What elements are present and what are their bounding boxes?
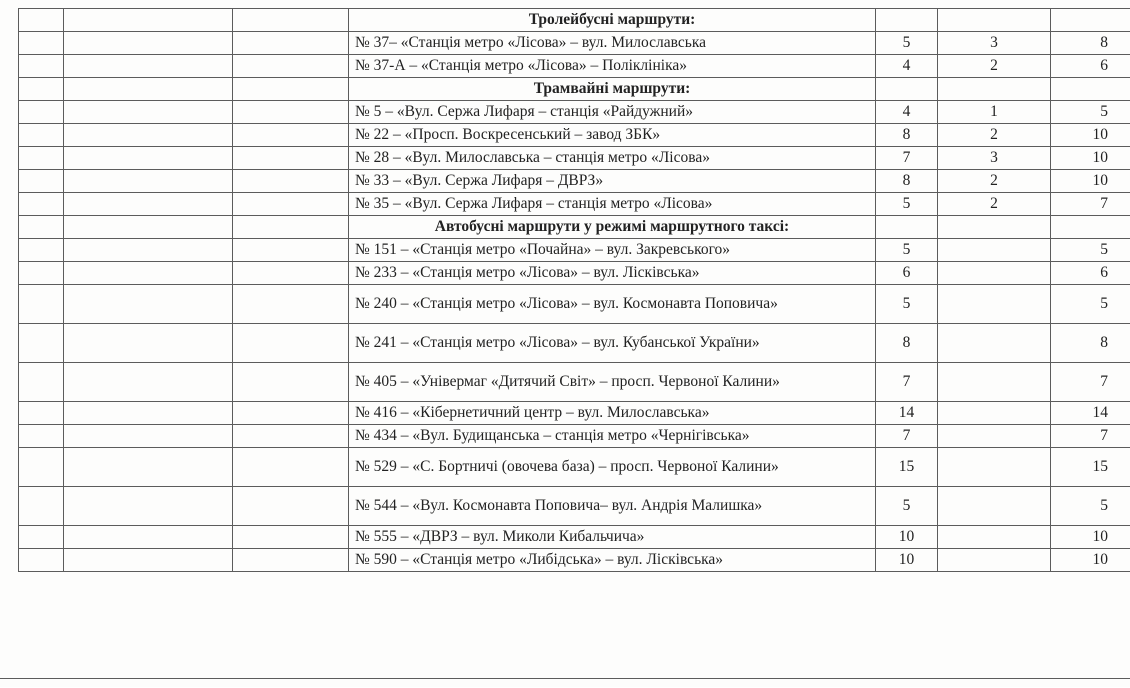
section-title: Тролейбусні маршрути: xyxy=(349,9,876,32)
empty-cell-1 xyxy=(19,124,64,147)
empty-cell-1 xyxy=(19,55,64,78)
empty-cell-1 xyxy=(19,78,64,101)
route-name-cell: № 434 – «Вул. Будищанська – станція метро «Чернігівська» xyxy=(349,425,876,448)
empty-cell-3 xyxy=(233,78,349,101)
empty-cell-2 xyxy=(64,487,233,526)
empty-cell-2 xyxy=(64,147,233,170)
empty-cell-2 xyxy=(64,363,233,402)
empty-cell-1 xyxy=(19,193,64,216)
route-row xyxy=(19,425,1130,448)
route-row xyxy=(19,55,1130,78)
total-cell: 8 xyxy=(1051,32,1130,55)
empty-cell-2 xyxy=(64,402,233,425)
empty-cell-2 xyxy=(64,448,233,487)
count-b-cell: 2 xyxy=(938,124,1051,147)
empty-cell-2 xyxy=(64,193,233,216)
route-row xyxy=(19,262,1130,285)
count-a-cell: 14 xyxy=(876,402,938,425)
count-b-cell xyxy=(938,402,1051,425)
count-b-cell xyxy=(938,363,1051,402)
empty-cell-3 xyxy=(233,170,349,193)
route-row xyxy=(19,363,1130,402)
empty-cell-3 xyxy=(233,124,349,147)
total-cell: 10 xyxy=(1051,549,1130,572)
empty-cell-3 xyxy=(233,285,349,324)
total-cell: 6 xyxy=(1051,262,1130,285)
empty-cell-1 xyxy=(19,324,64,363)
route-name-cell: № 590 – «Станція метро «Либідська» – вул. Лісківська» xyxy=(349,549,876,572)
empty-cell-1 xyxy=(19,549,64,572)
total-cell: 8 xyxy=(1051,324,1130,363)
count-a-cell: 7 xyxy=(876,363,938,402)
total-cell: 5 xyxy=(1051,487,1130,526)
count-a-cell: 5 xyxy=(876,487,938,526)
route-row xyxy=(19,487,1130,526)
route-row xyxy=(19,32,1130,55)
count-a-cell: 15 xyxy=(876,448,938,487)
route-row xyxy=(19,285,1130,324)
route-row xyxy=(19,193,1130,216)
empty-cell-2 xyxy=(64,425,233,448)
total-cell: 7 xyxy=(1051,425,1130,448)
count-b-cell xyxy=(938,448,1051,487)
count-b-cell xyxy=(938,549,1051,572)
route-name-cell: № 35 – «Вул. Сержа Лифаря – станція метро «Лісова» xyxy=(349,193,876,216)
empty-cell-3 xyxy=(233,526,349,549)
section-header-row xyxy=(19,216,1130,239)
empty-cell-1 xyxy=(19,216,64,239)
section-title: Трамвайні маршрути: xyxy=(349,78,876,101)
route-row xyxy=(19,124,1130,147)
empty-cell-2 xyxy=(64,32,233,55)
count-b-cell: 2 xyxy=(938,55,1051,78)
section-header-row xyxy=(19,78,1130,101)
empty-cell-1 xyxy=(19,285,64,324)
empty-cell-3 xyxy=(233,193,349,216)
total-cell: 7 xyxy=(1051,193,1130,216)
route-row xyxy=(19,101,1130,124)
route-name-cell: № 405 – «Універмаг «Дитячий Світ» – просп. Червоної Калини» xyxy=(349,363,876,402)
empty-cell-2 xyxy=(64,101,233,124)
count-b-cell xyxy=(938,324,1051,363)
total-cell: 14 xyxy=(1051,402,1130,425)
count-a-cell: 4 xyxy=(876,55,938,78)
route-name-cell: № 241 – «Станція метро «Лісова» – вул. Кубанської України» xyxy=(349,324,876,363)
empty-cell-2 xyxy=(64,170,233,193)
total-cell: 7 xyxy=(1051,363,1130,402)
empty-cell-2 xyxy=(64,285,233,324)
total-cell xyxy=(1051,9,1130,32)
total-cell: 5 xyxy=(1051,285,1130,324)
total-cell: 6 xyxy=(1051,55,1130,78)
count-b-cell: 2 xyxy=(938,193,1051,216)
empty-cell-3 xyxy=(233,425,349,448)
empty-cell-2 xyxy=(64,9,233,32)
count-b-cell xyxy=(938,487,1051,526)
empty-cell-2 xyxy=(64,324,233,363)
count-a-cell: 5 xyxy=(876,285,938,324)
count-b-cell: 3 xyxy=(938,32,1051,55)
count-b-cell xyxy=(938,239,1051,262)
count-b-cell: 3 xyxy=(938,147,1051,170)
empty-cell-1 xyxy=(19,402,64,425)
total-cell xyxy=(1051,216,1130,239)
empty-cell-3 xyxy=(233,101,349,124)
route-row xyxy=(19,239,1130,262)
route-name-cell: № 544 – «Вул. Космонавта Поповича– вул. Андрія Малишка» xyxy=(349,487,876,526)
section-header-row xyxy=(19,9,1130,32)
empty-cell-2 xyxy=(64,216,233,239)
count-a-cell: 8 xyxy=(876,170,938,193)
route-row xyxy=(19,324,1130,363)
count-a-cell xyxy=(876,216,938,239)
empty-cell-1 xyxy=(19,262,64,285)
count-a-cell xyxy=(876,9,938,32)
count-a-cell: 5 xyxy=(876,239,938,262)
count-b-cell xyxy=(938,285,1051,324)
route-row xyxy=(19,402,1130,425)
empty-cell-3 xyxy=(233,239,349,262)
route-name-cell: № 28 – «Вул. Милославська – станція метро «Лісова» xyxy=(349,147,876,170)
count-a-cell: 10 xyxy=(876,549,938,572)
count-a-cell: 5 xyxy=(876,32,938,55)
empty-cell-1 xyxy=(19,526,64,549)
routes-table-body xyxy=(19,9,1130,572)
count-b-cell xyxy=(938,78,1051,101)
route-name-cell: № 233 – «Станція метро «Лісова» – вул. Лісківська» xyxy=(349,262,876,285)
empty-cell-2 xyxy=(64,78,233,101)
empty-cell-3 xyxy=(233,32,349,55)
empty-cell-1 xyxy=(19,363,64,402)
routes-table xyxy=(18,8,1130,572)
route-name-cell: № 5 – «Вул. Сержа Лифаря – станція «Райдужний» xyxy=(349,101,876,124)
route-row xyxy=(19,147,1130,170)
empty-cell-1 xyxy=(19,448,64,487)
count-a-cell: 4 xyxy=(876,101,938,124)
route-name-cell: № 529 – «С. Бортничі (овочева база) – просп. Червоної Калини» xyxy=(349,448,876,487)
route-name-cell: № 33 – «Вул. Сержа Лифаря – ДВРЗ» xyxy=(349,170,876,193)
empty-cell-3 xyxy=(233,402,349,425)
empty-cell-1 xyxy=(19,9,64,32)
empty-cell-1 xyxy=(19,170,64,193)
empty-cell-3 xyxy=(233,262,349,285)
route-name-cell: № 240 – «Станція метро «Лісова» – вул. Космонавта Поповича» xyxy=(349,285,876,324)
count-b-cell xyxy=(938,216,1051,239)
count-a-cell: 7 xyxy=(876,425,938,448)
total-cell xyxy=(1051,78,1130,101)
count-b-cell xyxy=(938,262,1051,285)
route-name-cell: № 555 – «ДВРЗ – вул. Миколи Кибальчича» xyxy=(349,526,876,549)
count-b-cell xyxy=(938,9,1051,32)
empty-cell-2 xyxy=(64,55,233,78)
total-cell: 10 xyxy=(1051,526,1130,549)
empty-cell-1 xyxy=(19,147,64,170)
count-a-cell: 5 xyxy=(876,193,938,216)
count-b-cell: 1 xyxy=(938,101,1051,124)
count-a-cell: 6 xyxy=(876,262,938,285)
route-name-cell: № 22 – «Просп. Воскресенський – завод ЗБК» xyxy=(349,124,876,147)
empty-cell-1 xyxy=(19,487,64,526)
count-b-cell xyxy=(938,425,1051,448)
route-row xyxy=(19,170,1130,193)
route-name-cell: № 37-А – «Станція метро «Лісова» – Поліклініка» xyxy=(349,55,876,78)
empty-cell-1 xyxy=(19,239,64,262)
total-cell: 10 xyxy=(1051,147,1130,170)
count-b-cell xyxy=(938,526,1051,549)
empty-cell-2 xyxy=(64,262,233,285)
total-cell: 5 xyxy=(1051,239,1130,262)
empty-cell-3 xyxy=(233,448,349,487)
total-cell: 10 xyxy=(1051,170,1130,193)
empty-cell-3 xyxy=(233,324,349,363)
route-row xyxy=(19,448,1130,487)
empty-cell-1 xyxy=(19,32,64,55)
empty-cell-3 xyxy=(233,147,349,170)
empty-cell-3 xyxy=(233,487,349,526)
empty-cell-3 xyxy=(233,549,349,572)
count-a-cell: 8 xyxy=(876,324,938,363)
total-cell: 15 xyxy=(1051,448,1130,487)
route-row xyxy=(19,549,1130,572)
route-row xyxy=(19,526,1130,549)
empty-cell-2 xyxy=(64,549,233,572)
route-name-cell: № 37– «Станція метро «Лісова» – вул. Милославська xyxy=(349,32,876,55)
count-a-cell xyxy=(876,78,938,101)
count-a-cell: 8 xyxy=(876,124,938,147)
route-name-cell: № 416 – «Кібернетичний центр – вул. Милославська» xyxy=(349,402,876,425)
section-title: Автобусні маршрути у режимі маршрутного таксі: xyxy=(349,216,876,239)
empty-cell-1 xyxy=(19,101,64,124)
empty-cell-3 xyxy=(233,9,349,32)
empty-cell-3 xyxy=(233,216,349,239)
count-a-cell: 7 xyxy=(876,147,938,170)
empty-cell-3 xyxy=(233,363,349,402)
total-cell: 5 xyxy=(1051,101,1130,124)
total-cell: 10 xyxy=(1051,124,1130,147)
empty-cell-1 xyxy=(19,425,64,448)
empty-cell-2 xyxy=(64,239,233,262)
count-b-cell: 2 xyxy=(938,170,1051,193)
empty-cell-2 xyxy=(64,526,233,549)
route-name-cell: № 151 – «Станція метро «Почайна» – вул. Закревського» xyxy=(349,239,876,262)
count-a-cell: 10 xyxy=(876,526,938,549)
empty-cell-2 xyxy=(64,124,233,147)
empty-cell-3 xyxy=(233,55,349,78)
